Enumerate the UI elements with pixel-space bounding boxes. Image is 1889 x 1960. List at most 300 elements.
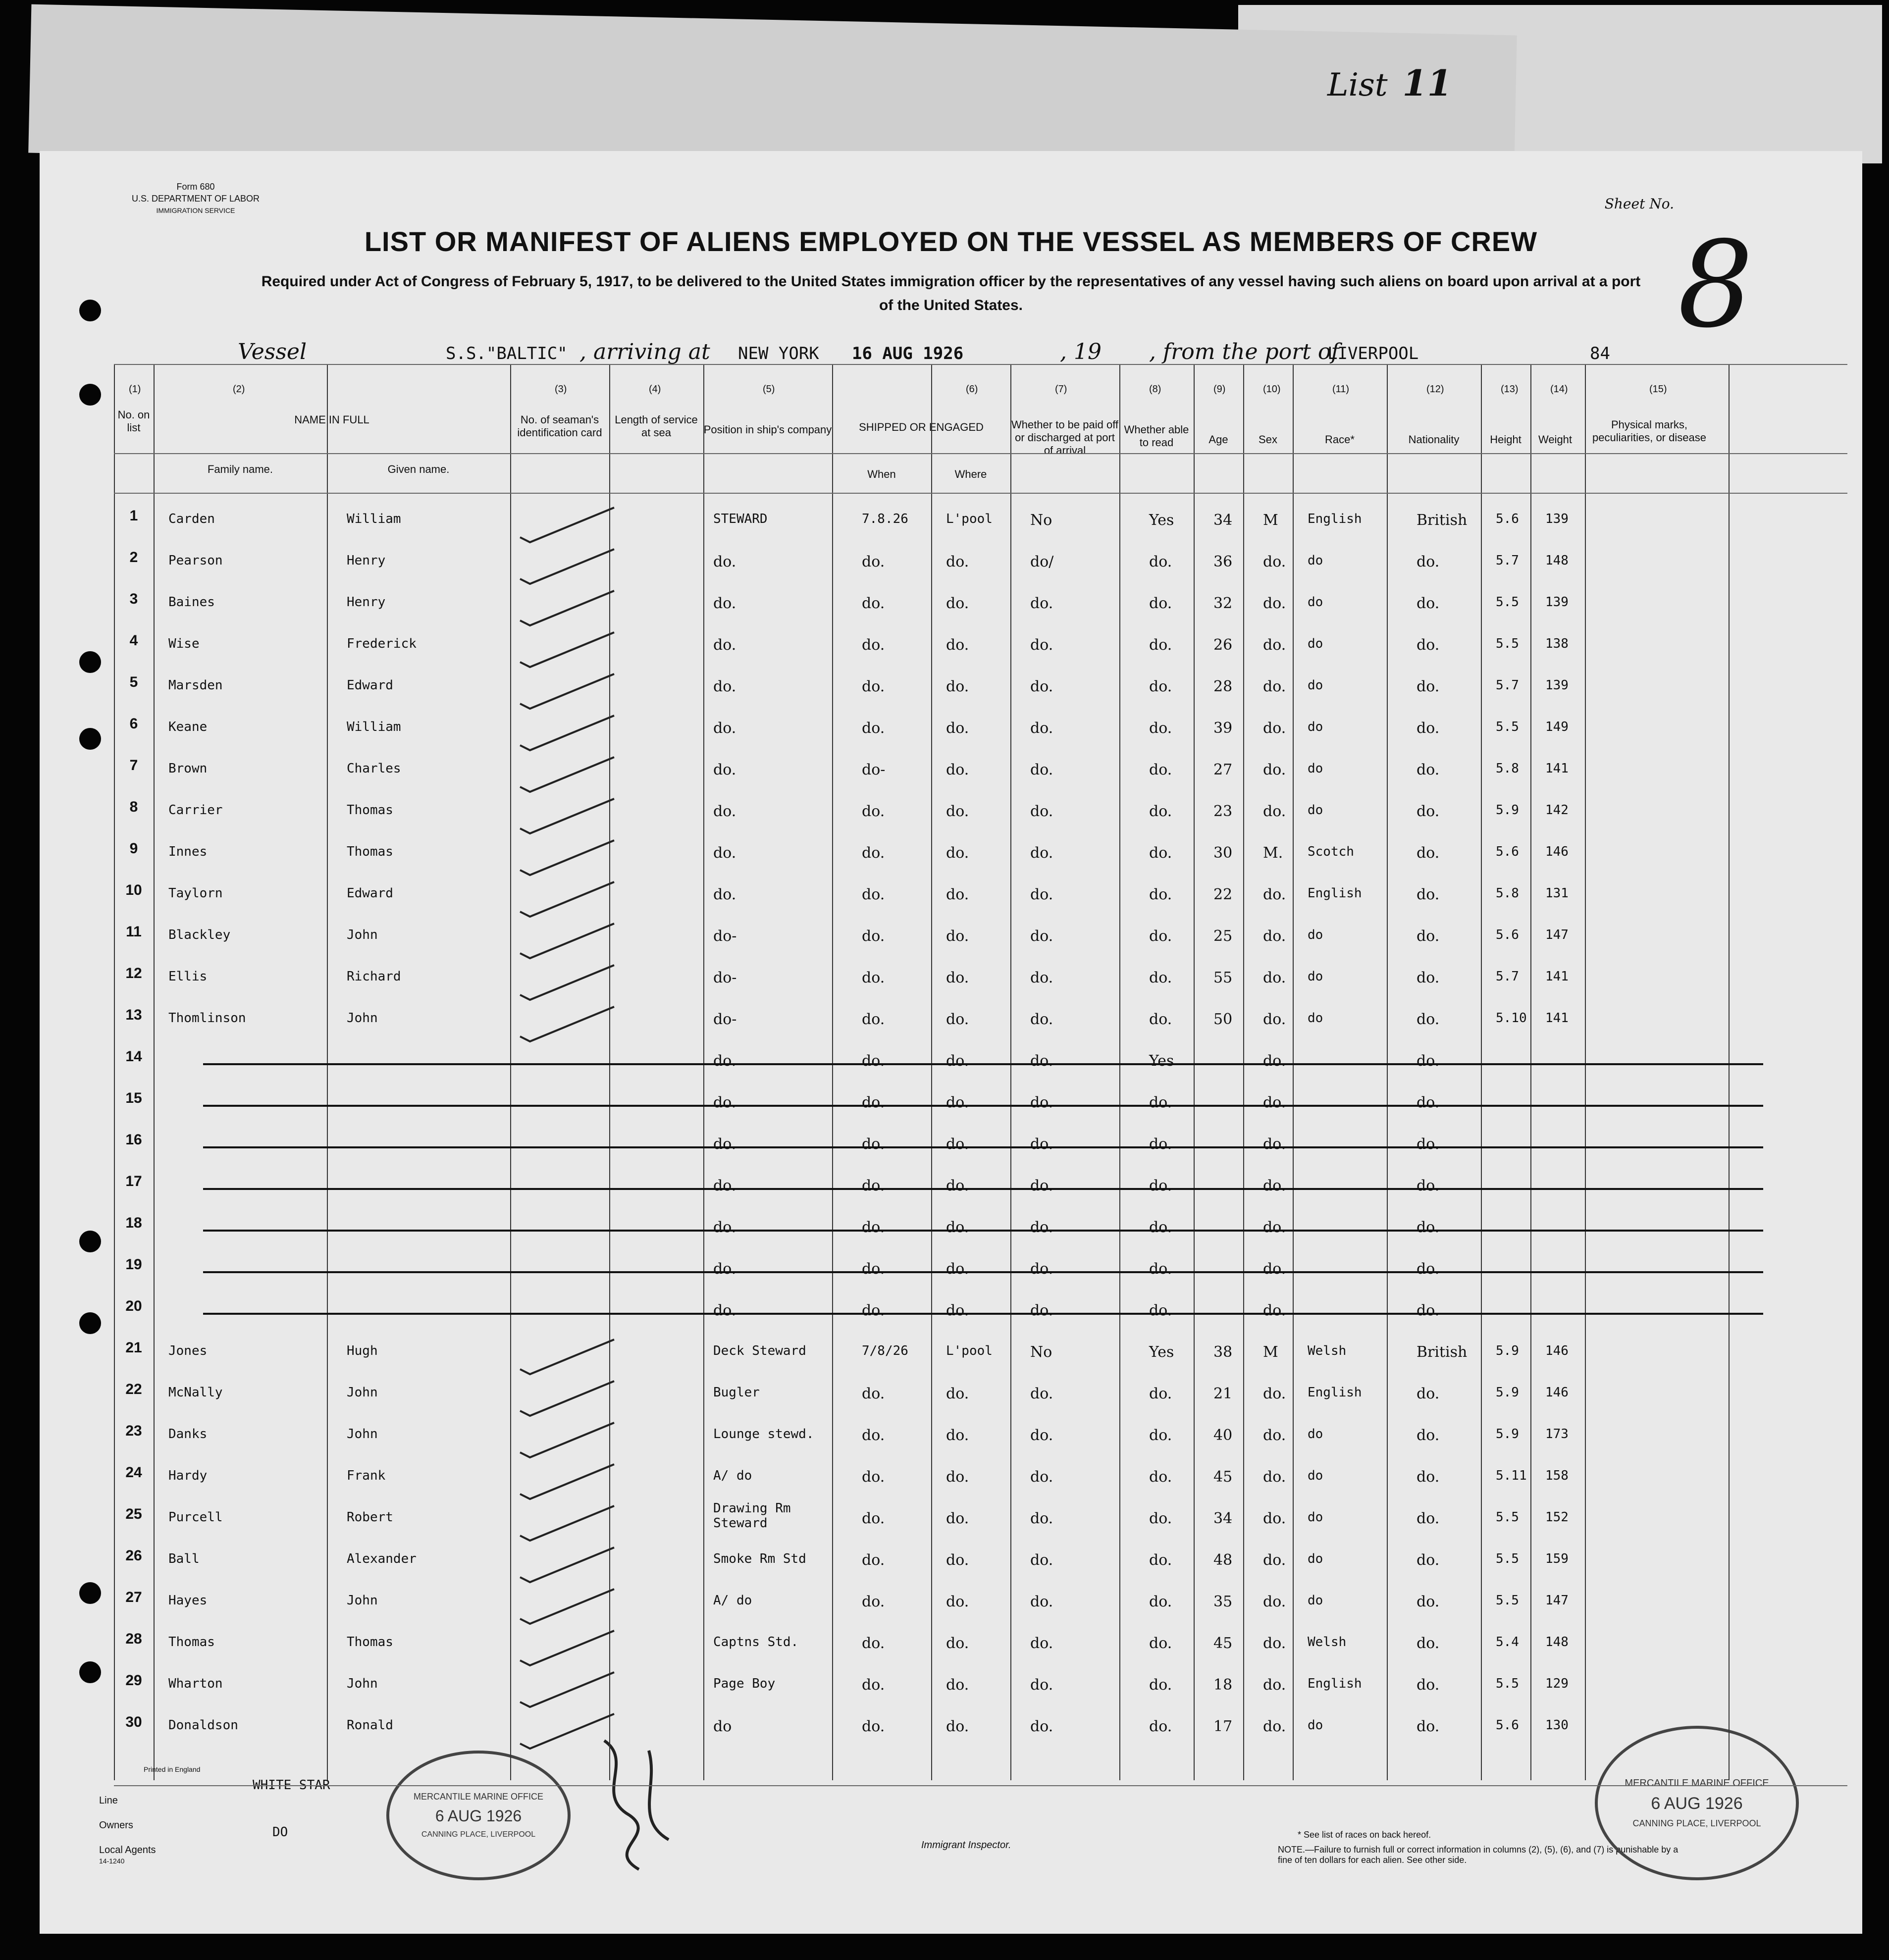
sex-cell: do.: [1263, 720, 1286, 737]
shipped-when-cell: do.: [862, 1468, 885, 1486]
able-to-read-cell: do.: [1149, 1635, 1172, 1652]
nationality-cell: British: [1417, 512, 1468, 529]
row-number: 13: [125, 1007, 142, 1023]
id-card-tick-mark: [515, 1501, 624, 1546]
age-cell: 39: [1213, 720, 1233, 737]
nationality-cell: do.: [1417, 1094, 1440, 1111]
column-number: (5): [763, 384, 775, 395]
shipped-where-cell: do.: [946, 1011, 969, 1028]
paid-off-cell: do.: [1030, 1551, 1053, 1569]
weight-cell: 149: [1545, 720, 1569, 734]
row-number: 19: [125, 1256, 142, 1273]
document-subtitle: Required under Act of Congress of February 5, 1917, to be delivered to the United States immigration officer by the representatives of any vessel having such aliens on board upon arrival at a port of the United States.: [261, 273, 1641, 313]
list-number: List 11: [1327, 62, 1452, 104]
sex-cell: do.: [1263, 1260, 1286, 1278]
paid-off-cell: do.: [1030, 1385, 1053, 1402]
position-cell: do: [713, 1718, 732, 1735]
age-cell: 50: [1213, 1011, 1233, 1028]
able-to-read-cell: do.: [1149, 1385, 1172, 1402]
row-number: 5: [129, 674, 138, 690]
race-cell: English: [1308, 1676, 1362, 1691]
weight-cell: 148: [1545, 553, 1569, 568]
race-cell: do: [1308, 678, 1323, 693]
given-name-cell: Frederick: [347, 636, 417, 651]
shipped-when-cell: do.: [862, 928, 885, 945]
shipped-when-cell: do.: [862, 678, 885, 695]
sex-cell: do.: [1263, 1094, 1286, 1111]
shipped-when-cell: 7.8.26: [862, 512, 908, 526]
family-name-cell: Thomas: [168, 1635, 215, 1650]
column-number: (9): [1213, 384, 1226, 395]
height-cell: 5.7: [1496, 553, 1519, 568]
paid-off-cell: do.: [1030, 928, 1053, 945]
position-cell: do.: [713, 1177, 736, 1194]
shipped-when-cell: do.: [862, 1676, 885, 1694]
row-number: 6: [129, 716, 138, 732]
column-number: (15): [1649, 384, 1667, 395]
weight-cell: 141: [1545, 761, 1569, 776]
sex-cell: do.: [1263, 803, 1286, 820]
position-cell: do.: [713, 1135, 736, 1153]
able-to-read-cell: do.: [1149, 1593, 1172, 1610]
family-name-cell: Innes: [168, 844, 208, 859]
nationality-cell: do.: [1417, 803, 1440, 820]
able-to-read-cell: do.: [1149, 636, 1172, 654]
sex-cell: M.: [1263, 844, 1283, 862]
nationality-cell: do.: [1417, 844, 1440, 862]
nationality-cell: do.: [1417, 1011, 1440, 1028]
able-to-read-cell: do.: [1149, 928, 1172, 945]
header-family-name: Family name.: [207, 463, 273, 475]
strike-through-line: [203, 1105, 1763, 1107]
age-cell: 23: [1213, 803, 1233, 820]
nationality-cell: do.: [1417, 553, 1440, 570]
grid-column-line: [1481, 364, 1482, 1780]
shipped-when-cell: do.: [862, 1593, 885, 1610]
vessel-name: S.S."BALTIC": [446, 344, 568, 363]
weight-cell: 131: [1545, 886, 1569, 901]
grid-row-line: [114, 493, 1847, 494]
family-name-cell: McNally: [168, 1385, 223, 1400]
shipped-when-cell: do.: [862, 1635, 885, 1652]
position-cell: do.: [713, 1094, 736, 1111]
weight-cell: 147: [1545, 1593, 1569, 1608]
sex-cell: do.: [1263, 1635, 1286, 1652]
age-cell: 21: [1213, 1385, 1233, 1402]
position-cell: do.: [713, 844, 736, 862]
nationality-cell: do.: [1417, 1510, 1440, 1527]
shipped-when-cell: do-: [862, 761, 886, 778]
row-number: 3: [129, 591, 138, 607]
row-number: 21: [125, 1340, 142, 1356]
shipped-when-cell: do.: [862, 1094, 885, 1111]
shipped-where-cell: do.: [946, 1260, 969, 1278]
paid-off-cell: do.: [1030, 678, 1053, 695]
owners-value: DO: [272, 1825, 288, 1840]
weight-cell: 152: [1545, 1510, 1569, 1525]
grid-column-line: [1243, 364, 1245, 1780]
row-number: 9: [129, 840, 138, 857]
weight-cell: 148: [1545, 1635, 1569, 1650]
grid-column-line: [327, 364, 328, 1780]
position-cell: Captns Std.: [713, 1635, 799, 1650]
able-to-read-cell: do.: [1149, 1135, 1172, 1153]
given-name-cell: John: [347, 1385, 378, 1400]
sex-cell: do.: [1263, 1219, 1286, 1236]
race-cell: do: [1308, 595, 1323, 610]
age-cell: 27: [1213, 761, 1233, 778]
paid-off-cell: do/: [1030, 553, 1054, 570]
punch-hole: [79, 300, 101, 321]
height-cell: 5.11: [1496, 1468, 1527, 1483]
able-to-read-cell: do.: [1149, 1094, 1172, 1111]
shipped-when-cell: do.: [862, 1135, 885, 1153]
grid-column-line: [154, 364, 155, 1780]
strike-through-line: [203, 1063, 1763, 1065]
position-cell: do.: [713, 761, 736, 778]
sex-cell: do.: [1263, 1302, 1286, 1319]
id-card-tick-mark: [515, 752, 624, 797]
age-cell: 18: [1213, 1676, 1233, 1694]
given-name-cell: Edward: [347, 886, 393, 901]
family-name-cell: Carden: [168, 512, 215, 526]
weight-cell: 138: [1545, 636, 1569, 651]
race-cell: do: [1308, 1011, 1323, 1026]
position-cell: do-: [713, 969, 737, 986]
column-number: (13): [1501, 384, 1519, 395]
position-cell: Smoke Rm Std: [713, 1551, 806, 1566]
row-number: 20: [125, 1298, 142, 1314]
shipped-where-cell: do.: [946, 928, 969, 945]
given-name-cell: Hugh: [347, 1343, 378, 1358]
id-card-tick-mark: [515, 1667, 624, 1712]
column-number: (1): [129, 384, 141, 395]
sex-cell: do.: [1263, 595, 1286, 612]
able-to-read-cell: do.: [1149, 553, 1172, 570]
id-card-tick-mark: [515, 503, 624, 547]
age-cell: 32: [1213, 595, 1233, 612]
shipped-where-cell: do.: [946, 720, 969, 737]
given-name-cell: Thomas: [347, 1635, 393, 1650]
sex-cell: M: [1263, 1343, 1278, 1361]
family-name-cell: Taylorn: [168, 886, 223, 901]
column-number: (8): [1149, 384, 1161, 395]
shipped-when-cell: do.: [862, 1260, 885, 1278]
weight-cell: 141: [1545, 1011, 1569, 1026]
line-label: Line: [99, 1795, 118, 1806]
paid-off-cell: do.: [1030, 1094, 1053, 1111]
paid-off-cell: No: [1030, 512, 1052, 529]
sex-cell: do.: [1263, 678, 1286, 695]
race-cell: do: [1308, 928, 1323, 942]
race-cell: Welsh: [1308, 1343, 1347, 1358]
weight-cell: 139: [1545, 678, 1569, 693]
able-to-read-cell: do.: [1149, 844, 1172, 862]
paid-off-cell: do.: [1030, 1011, 1053, 1028]
race-cell: do: [1308, 1468, 1323, 1483]
able-to-read-cell: do.: [1149, 969, 1172, 986]
nationality-cell: do.: [1417, 1385, 1440, 1402]
arrival-date-stamp: 16 AUG 1926: [852, 344, 964, 363]
arriving-label: , arriving at: [579, 339, 710, 364]
shipped-when-cell: do.: [862, 553, 885, 570]
race-cell: do: [1308, 803, 1323, 818]
age-cell: 17: [1213, 1718, 1233, 1735]
shipped-where-cell: do.: [946, 1676, 969, 1694]
id-card-tick-mark: [515, 1626, 624, 1670]
nationality-cell: do.: [1417, 1219, 1440, 1236]
shipped-where-cell: do.: [946, 1718, 969, 1735]
shipped-where-cell: do.: [946, 1593, 969, 1610]
shipped-when-cell: 7/8/26: [862, 1343, 908, 1358]
shipped-where-cell: do.: [946, 1094, 969, 1111]
paid-off-cell: do.: [1030, 720, 1053, 737]
position-cell: Bugler: [713, 1385, 760, 1400]
shipped-when-cell: do.: [862, 969, 885, 986]
local-agents-label: Local Agents: [99, 1845, 156, 1856]
paid-off-cell: do.: [1030, 636, 1053, 654]
weight-cell: 139: [1545, 595, 1569, 610]
sex-cell: do.: [1263, 1718, 1286, 1735]
given-name-cell: John: [347, 1011, 378, 1026]
position-cell: do.: [713, 636, 736, 654]
age-cell: 36: [1213, 553, 1233, 570]
from-label: , from the port of: [1149, 339, 1339, 364]
weight-cell: 129: [1545, 1676, 1569, 1691]
race-cell: do: [1308, 1510, 1323, 1525]
position-cell: do.: [713, 1260, 736, 1278]
race-cell: do: [1308, 1593, 1323, 1608]
shipped-where-cell: do.: [946, 1551, 969, 1569]
given-name-cell: Edward: [347, 678, 393, 693]
punch-hole: [79, 384, 101, 406]
grid-column-line: [931, 364, 933, 1780]
punch-hole: [79, 1661, 101, 1683]
family-name-cell: Pearson: [168, 553, 223, 568]
given-name-cell: Frank: [347, 1468, 386, 1483]
header-shipped: SHIPPED OR ENGAGED: [859, 421, 984, 433]
id-card-tick-mark: [515, 669, 624, 714]
shipped-where-cell: do.: [946, 969, 969, 986]
height-cell: 5.5: [1496, 636, 1519, 651]
paid-off-cell: do.: [1030, 1676, 1053, 1694]
position-cell: STEWARD: [713, 512, 768, 526]
age-cell: 30: [1213, 844, 1233, 862]
form-header: Form 680 U.S. DEPARTMENT OF LABOR IMMIGRATION SERVICE: [131, 182, 260, 214]
row-number: 30: [125, 1714, 142, 1730]
races-note: * See list of races on back hereof.: [1298, 1830, 1431, 1840]
id-card-tick-mark: [515, 1459, 624, 1504]
header-position: Position in ship's company: [703, 423, 832, 436]
shipped-when-cell: do.: [862, 1718, 885, 1735]
shipped-where-cell: L'pool: [946, 512, 993, 526]
paid-off-cell: do.: [1030, 1052, 1053, 1070]
height-cell: 5.5: [1496, 1551, 1519, 1566]
sex-cell: do.: [1263, 886, 1286, 903]
race-cell: do: [1308, 720, 1323, 734]
shipped-where-cell: do.: [946, 553, 969, 570]
able-to-read-cell: do.: [1149, 1676, 1172, 1694]
paid-off-cell: do.: [1030, 1718, 1053, 1735]
able-to-read-cell: do.: [1149, 886, 1172, 903]
header-physical-marks: Physical marks, peculiarities, or disease: [1592, 418, 1706, 444]
nationality-cell: do.: [1417, 1135, 1440, 1153]
nationality-cell: do.: [1417, 1177, 1440, 1194]
given-name-cell: John: [347, 928, 378, 942]
sex-cell: do.: [1263, 1135, 1286, 1153]
shipped-where-cell: do.: [946, 886, 969, 903]
id-card-tick-mark: [515, 1584, 624, 1629]
shipped-when-cell: do.: [862, 803, 885, 820]
sheet-number-label: Sheet No.: [1604, 196, 1674, 212]
weight-cell: 147: [1545, 928, 1569, 942]
family-name-cell: Wise: [168, 636, 200, 651]
column-number: (12): [1426, 384, 1444, 395]
punch-hole: [79, 1582, 101, 1604]
race-cell: English: [1308, 1385, 1362, 1400]
nationality-cell: do.: [1417, 1302, 1440, 1319]
sex-cell: do.: [1263, 761, 1286, 778]
shipped-when-cell: do.: [862, 1219, 885, 1236]
weight-cell: 142: [1545, 803, 1569, 818]
position-cell: do.: [713, 595, 736, 612]
able-to-read-cell: do.: [1149, 1718, 1172, 1735]
sex-cell: do.: [1263, 1385, 1286, 1402]
family-name-cell: Donaldson: [168, 1718, 238, 1733]
height-cell: 5.5: [1496, 1676, 1519, 1691]
shipped-where-cell: do.: [946, 1635, 969, 1652]
family-name-cell: Hayes: [168, 1593, 208, 1608]
position-cell: do.: [713, 720, 736, 737]
id-card-tick-mark: [515, 877, 624, 922]
form-code: 14-1240: [99, 1857, 125, 1865]
family-name-cell: Marsden: [168, 678, 223, 693]
sex-cell: do.: [1263, 1676, 1286, 1694]
strike-through-line: [203, 1188, 1763, 1190]
paid-off-cell: do.: [1030, 1177, 1053, 1194]
race-cell: English: [1308, 512, 1362, 526]
height-cell: 5.5: [1496, 1593, 1519, 1608]
sex-cell: do.: [1263, 1510, 1286, 1527]
sex-cell: M: [1263, 512, 1278, 529]
paid-off-cell: do.: [1030, 1510, 1053, 1527]
line-value: WHITE STAR: [253, 1778, 330, 1793]
able-to-read-cell: do.: [1149, 803, 1172, 820]
able-to-read-cell: Yes: [1149, 1052, 1174, 1070]
grid-column-line: [1729, 364, 1730, 1780]
id-card-tick-mark: [515, 794, 624, 838]
age-cell: 45: [1213, 1468, 1233, 1486]
given-name-cell: Alexander: [347, 1551, 417, 1566]
shipped-when-cell: do.: [862, 1510, 885, 1527]
year-label: , 19: [1060, 339, 1102, 364]
column-number: (7): [1055, 384, 1067, 395]
vessel-number: 84: [1590, 344, 1610, 363]
row-number: 22: [125, 1381, 142, 1397]
able-to-read-cell: do.: [1149, 1302, 1172, 1319]
sex-cell: do.: [1263, 1052, 1286, 1070]
age-cell: 55: [1213, 969, 1233, 986]
header-able-read: Whether able to read: [1124, 423, 1189, 449]
grid-column-line: [510, 364, 512, 1780]
row-number: 28: [125, 1631, 142, 1647]
document-title: LIST OR MANIFEST OF ALIENS EMPLOYED ON THE VESSEL AS MEMBERS OF CREW: [364, 226, 1538, 257]
paid-off-cell: do.: [1030, 1468, 1053, 1486]
paid-off-cell: do.: [1030, 761, 1053, 778]
id-card-tick-mark: [515, 835, 624, 880]
race-cell: Scotch: [1308, 844, 1354, 859]
age-cell: 28: [1213, 678, 1233, 695]
position-cell: Lounge stewd.: [713, 1427, 814, 1442]
punch-hole: [79, 1231, 101, 1252]
manifest-sheet: [40, 151, 1862, 1934]
grid-column-line: [1387, 364, 1388, 1780]
grid-column-line: [1293, 364, 1294, 1780]
sex-cell: do.: [1263, 1011, 1286, 1028]
paid-off-cell: do.: [1030, 1427, 1053, 1444]
paid-off-cell: do.: [1030, 803, 1053, 820]
given-name-cell: John: [347, 1427, 378, 1442]
family-name-cell: Danks: [168, 1427, 208, 1442]
nationality-cell: do.: [1417, 1427, 1440, 1444]
race-cell: Welsh: [1308, 1635, 1347, 1650]
given-name-cell: Henry: [347, 595, 386, 610]
position-cell: A/ do: [713, 1593, 752, 1608]
id-card-tick-mark: [515, 919, 624, 963]
column-number: (14): [1550, 384, 1568, 395]
grid-column-line: [832, 364, 834, 1780]
nationality-cell: do.: [1417, 1551, 1440, 1569]
position-cell: do-: [713, 928, 737, 945]
height-cell: 5.10: [1496, 1011, 1527, 1026]
shipped-when-cell: do.: [862, 1427, 885, 1444]
row-number: 10: [125, 882, 142, 898]
id-card-tick-mark: [515, 1335, 624, 1379]
header-height: Height: [1490, 433, 1522, 446]
shipped-where-cell: do.: [946, 1468, 969, 1486]
vessel-label: Vessel: [238, 339, 307, 364]
family-name-cell: Wharton: [168, 1676, 223, 1691]
age-cell: 34: [1213, 1510, 1233, 1527]
fine-note: NOTE.—Failure to furnish full or correct information in columns (2), (5), (6), and (7) is punishable by a fine of ten dollars for each alien. See other side.: [1278, 1845, 1679, 1865]
id-card-tick-mark: [515, 1376, 624, 1421]
row-number: 17: [125, 1173, 142, 1189]
sheet-number-handwritten: 8: [1678, 215, 1753, 354]
arrival-port: NEW YORK: [738, 344, 819, 363]
family-name-cell: Carrier: [168, 803, 223, 818]
header-when: When: [867, 468, 896, 480]
paid-off-cell: do.: [1030, 1635, 1053, 1652]
grid-column-line: [1119, 364, 1121, 1780]
strike-through-line: [203, 1146, 1763, 1148]
family-name-cell: Keane: [168, 720, 208, 734]
strike-through-line: [203, 1271, 1763, 1273]
grid-column-line: [114, 364, 115, 1780]
paid-off-cell: do.: [1030, 1135, 1053, 1153]
height-cell: 5.9: [1496, 1343, 1519, 1358]
row-number: 27: [125, 1589, 142, 1605]
nationality-cell: do.: [1417, 1635, 1440, 1652]
family-name-cell: Jones: [168, 1343, 208, 1358]
position-cell: Drawing Rm Steward: [713, 1501, 791, 1531]
given-name-cell: John: [347, 1676, 378, 1691]
age-cell: 45: [1213, 1635, 1233, 1652]
grid-column-line: [1530, 364, 1532, 1780]
weight-cell: 146: [1545, 1385, 1569, 1400]
nationality-cell: do.: [1417, 595, 1440, 612]
height-cell: 5.9: [1496, 803, 1519, 818]
strike-through-line: [203, 1313, 1763, 1315]
